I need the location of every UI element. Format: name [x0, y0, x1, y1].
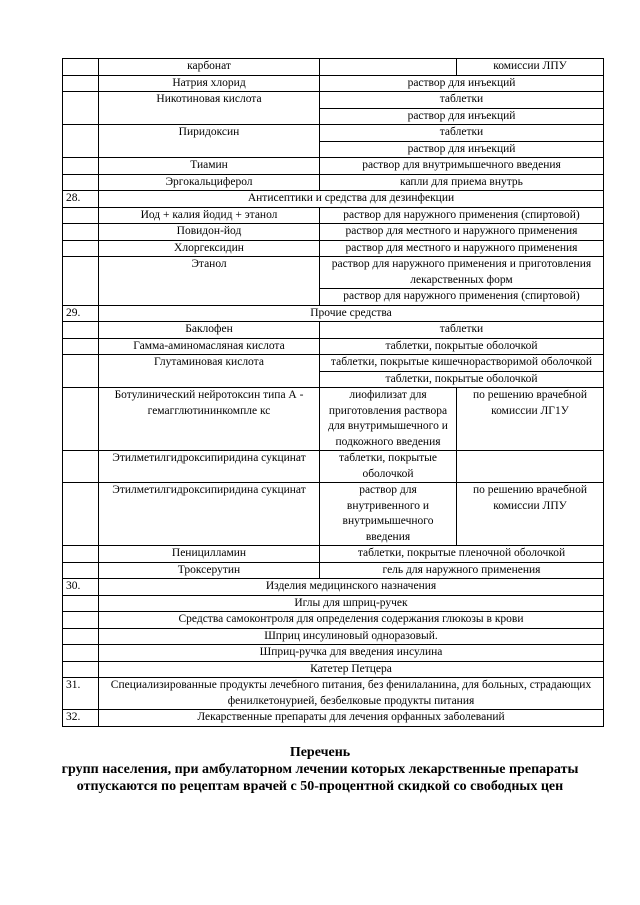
- drug-name: Этилметилгидроксипиридина сукцинат: [99, 451, 320, 483]
- table-row: [63, 75, 604, 92]
- table-row: [63, 125, 604, 142]
- table-row: [63, 451, 604, 483]
- group-number: 30.: [63, 579, 99, 596]
- table-row: [63, 710, 604, 727]
- dosage-form: [320, 59, 457, 76]
- dosage-form: раствор для наружного применения (спиртовой): [320, 289, 604, 306]
- dosage-form: раствор для инъекций: [320, 75, 604, 92]
- table-row: [63, 92, 604, 109]
- table-row: [63, 207, 604, 224]
- number-cell: [63, 125, 99, 158]
- drug-name: Повидон-йод: [99, 224, 320, 241]
- item-title: Средства самоконтроля для определения содержания глюкозы в крови: [99, 612, 604, 629]
- table-row: [63, 645, 604, 662]
- table-row: [63, 191, 604, 208]
- drug-name: Этилметилгидроксипиридина сукцинат: [99, 483, 320, 546]
- caption-title: Перечень: [289, 745, 351, 760]
- drug-name: Пеницилламин: [99, 546, 320, 563]
- dosage-form: таблетки: [320, 92, 604, 109]
- item-title: Катетер Петцера: [99, 661, 604, 678]
- dosage-form: таблетки: [320, 125, 604, 142]
- drug-name: Баклофен: [99, 322, 320, 339]
- item-title: Шприц инсулиновый одноразовый.: [99, 628, 604, 645]
- dosage-form: таблетки, покрытые оболочкой: [320, 371, 604, 388]
- dosage-form: раствор для внутривенного и внутримышечного введения: [320, 483, 457, 546]
- group-title: Прочие средства: [99, 305, 604, 322]
- table-row: [63, 240, 604, 257]
- prescription-note: комиссии ЛПУ: [457, 59, 604, 76]
- number-cell: [63, 92, 99, 125]
- drug-name: Иод + калия йодид + этанол: [99, 207, 320, 224]
- drug-name: Хлоргексидин: [99, 240, 320, 257]
- table-row: [63, 257, 604, 289]
- table-row: [63, 59, 604, 76]
- caption-subtitle: групп населения, при амбулаторном лечении которых лекарственные препараты отпускаются по рецептам врачей с 50-процентной скидкой со свободных цен: [61, 762, 579, 794]
- table-row: [63, 579, 604, 596]
- drug-name: Тиамин: [99, 158, 320, 175]
- table-row: [63, 628, 604, 645]
- table-row: [63, 661, 604, 678]
- dosage-form: капли для приема внутрь: [320, 174, 604, 191]
- drug-name: Никотиновая кислота: [99, 92, 320, 125]
- table-body: [63, 59, 604, 727]
- drug-name: Троксерутин: [99, 562, 320, 579]
- group-number: 31.: [63, 678, 99, 710]
- table-row: [63, 562, 604, 579]
- group-number: 32.: [63, 710, 99, 727]
- dosage-form: таблетки, покрытые оболочкой: [320, 338, 604, 355]
- table-row: [63, 678, 604, 710]
- number-cell: [63, 224, 99, 241]
- dosage-form: гель для наружного применения: [320, 562, 604, 579]
- dosage-form: раствор для внутримышечного введения: [320, 158, 604, 175]
- number-cell: [63, 158, 99, 175]
- number-cell: [63, 59, 99, 76]
- table-row: [63, 483, 604, 546]
- dosage-form: раствор для местного и наружного применения: [320, 224, 604, 241]
- dosage-form: раствор для наружного применения (спиртовой): [320, 207, 604, 224]
- dosage-form: таблетки: [320, 322, 604, 339]
- table-row: [63, 305, 604, 322]
- dosage-form: таблетки, покрытые кишечнорастворимой оболочкой: [320, 355, 604, 372]
- table-row: [63, 338, 604, 355]
- drug-name: карбонат: [99, 59, 320, 76]
- number-cell: [63, 355, 99, 388]
- number-cell: [63, 75, 99, 92]
- drug-name: Этанол: [99, 257, 320, 306]
- group-title: Специализированные продукты лечебного питания, без фенилаланина, для больных, страдающих фенилкетонурией, безбелковые продукты питания: [99, 678, 604, 710]
- number-cell: [63, 257, 99, 306]
- prescription-note: по решению врачебной комиссии ЛГ1У: [457, 388, 604, 451]
- dosage-form: таблетки, покрытые оболочкой: [320, 451, 457, 483]
- list-caption: [40, 744, 600, 795]
- number-cell: [63, 322, 99, 339]
- number-cell: [63, 595, 99, 612]
- number-cell: [63, 451, 99, 483]
- table-row: [63, 595, 604, 612]
- prescription-note: [457, 451, 604, 483]
- dosage-form: таблетки, покрытые пленочной оболочкой: [320, 546, 604, 563]
- number-cell: [63, 661, 99, 678]
- number-cell: [63, 483, 99, 546]
- number-cell: [63, 628, 99, 645]
- table-row: [63, 174, 604, 191]
- table-row: [63, 388, 604, 451]
- table-row: [63, 158, 604, 175]
- item-title: Шприц-ручка для введения инсулина: [99, 645, 604, 662]
- table-row: [63, 612, 604, 629]
- drug-name: Глутаминовая кислота: [99, 355, 320, 388]
- table-row: [63, 546, 604, 563]
- drug-list-table: [62, 58, 604, 727]
- drug-name: Гамма-аминомасляная кислота: [99, 338, 320, 355]
- number-cell: [63, 207, 99, 224]
- dosage-form: лиофилизат для приготовления раствора для внутримышечного и подкожного введения: [320, 388, 457, 451]
- drug-name: Пиридоксин: [99, 125, 320, 158]
- number-cell: [63, 645, 99, 662]
- table-row: [63, 224, 604, 241]
- group-title: Изделия медицинского назначения: [99, 579, 604, 596]
- dosage-form: раствор для инъекций: [320, 108, 604, 125]
- number-cell: [63, 174, 99, 191]
- number-cell: [63, 612, 99, 629]
- group-title: Лекарственные препараты для лечения орфанных заболеваний: [99, 710, 604, 727]
- drug-name: Эргокальциферол: [99, 174, 320, 191]
- group-number: 28.: [63, 191, 99, 208]
- dosage-form: раствор для местного и наружного применения: [320, 240, 604, 257]
- dosage-form: раствор для наружного применения и приготовления лекарственных форм: [320, 257, 604, 289]
- table-row: [63, 322, 604, 339]
- number-cell: [63, 546, 99, 563]
- group-number: 29.: [63, 305, 99, 322]
- number-cell: [63, 240, 99, 257]
- item-title: Иглы для шприц-ручек: [99, 595, 604, 612]
- number-cell: [63, 338, 99, 355]
- group-title: Антисептики и средства для дезинфекции: [99, 191, 604, 208]
- table-row: [63, 355, 604, 372]
- dosage-form: раствор для инъекций: [320, 141, 604, 158]
- number-cell: [63, 388, 99, 451]
- number-cell: [63, 562, 99, 579]
- prescription-note: по решению врачебной комиссии ЛПУ: [457, 483, 604, 546]
- drug-name: Натрия хлорид: [99, 75, 320, 92]
- drug-name: Ботулинический нейротоксин типа А - гемагглютининкомпле кс: [99, 388, 320, 451]
